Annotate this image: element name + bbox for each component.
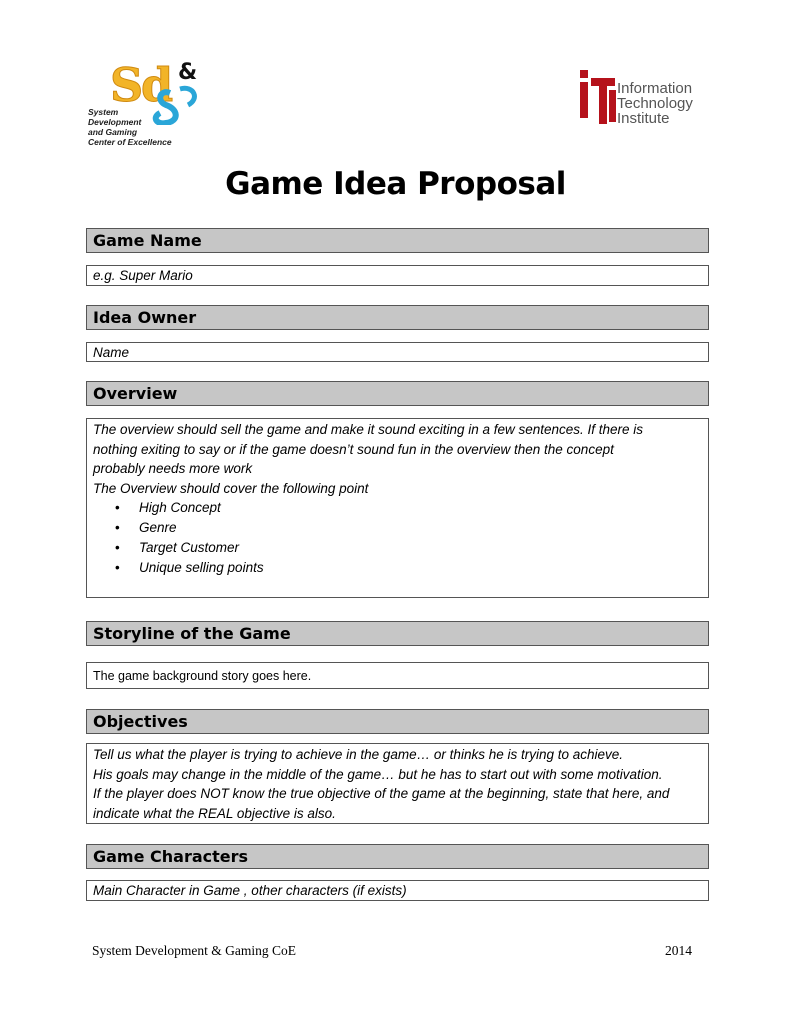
section-header-game-characters (86, 844, 709, 869)
section-header-label: Game Name (93, 231, 202, 250)
list-item: • Genre (139, 518, 702, 538)
svg-text:d: d (141, 58, 174, 112)
sdg-logo (88, 55, 203, 150)
caption-line: Center of Excellence (88, 137, 172, 147)
idea-owner-value: Name (93, 345, 130, 360)
section-header-storyline (86, 621, 709, 646)
section-header-overview (86, 381, 709, 406)
idea-owner-field[interactable] (86, 342, 709, 362)
objectives-line: Tell us what the player is trying to achieve in the game… or thinks he is trying to achieve. (93, 747, 624, 762)
list-item: • High Concept (139, 498, 702, 518)
game-characters-value: Main Character in Game , other characters (if exists) (93, 883, 407, 898)
section-header-label: Objectives (93, 712, 188, 731)
storyline-field[interactable] (86, 662, 709, 689)
footer-organization: System Development & Gaming CoE (92, 943, 296, 958)
overview-line: The overview should sell the game and make it sound exciting in a few sentences. If there is (93, 422, 644, 437)
section-header-label: Game Characters (93, 847, 249, 866)
overview-text (87, 419, 708, 580)
footer-year: 2014 (665, 943, 692, 958)
iti-word: Technology (617, 95, 693, 112)
game-characters-field[interactable] (86, 880, 709, 901)
objectives-field[interactable] (86, 743, 709, 824)
section-header-label: Storyline of the Game (93, 624, 291, 643)
game-name-value: e.g. Super Mario (93, 268, 193, 283)
caption-line: Development (88, 117, 142, 127)
objectives-line: If the player does NOT know the true objective of the game at the beginning, state that here, and (93, 786, 670, 801)
section-header-objectives (86, 709, 709, 734)
page-title: Game Idea Proposal (225, 166, 566, 202)
caption-line: and Gaming (88, 127, 138, 137)
section-header-label: Idea Owner (93, 308, 197, 327)
iti-word: Information (617, 80, 693, 97)
sdg-logo-caption (88, 107, 172, 147)
game-name-field[interactable] (86, 265, 709, 286)
overview-field[interactable] (86, 418, 709, 598)
overview-line: nothing exiting to say or if the game doesn’t sound fun in the overview then the concept (93, 441, 614, 457)
objectives-line: indicate what the REAL objective is also. (93, 805, 336, 821)
caption-line: System (88, 107, 119, 117)
iti-logo (578, 68, 703, 128)
overview-bullet-list (93, 498, 702, 578)
objectives-line: His goals may change in the middle of the game… but he has to start out with some motivation. (93, 766, 663, 782)
svg-text:S: S (110, 58, 144, 112)
overview-line: The Overview should cover the following point (93, 480, 369, 496)
iti-word: Institute (617, 110, 670, 127)
iti-logo-mark (578, 68, 618, 128)
list-item: • Unique selling points (139, 558, 702, 578)
svg-text:&: & (178, 60, 198, 85)
section-header-game-name (86, 228, 709, 253)
list-item: • Target Customer (139, 538, 702, 558)
section-header-label: Overview (93, 384, 178, 403)
objectives-text (87, 744, 708, 825)
storyline-value: The game background story goes here. (93, 669, 312, 683)
section-header-idea-owner (86, 305, 709, 330)
overview-line: probably needs more work (93, 461, 253, 476)
iti-logo-text (617, 81, 693, 126)
